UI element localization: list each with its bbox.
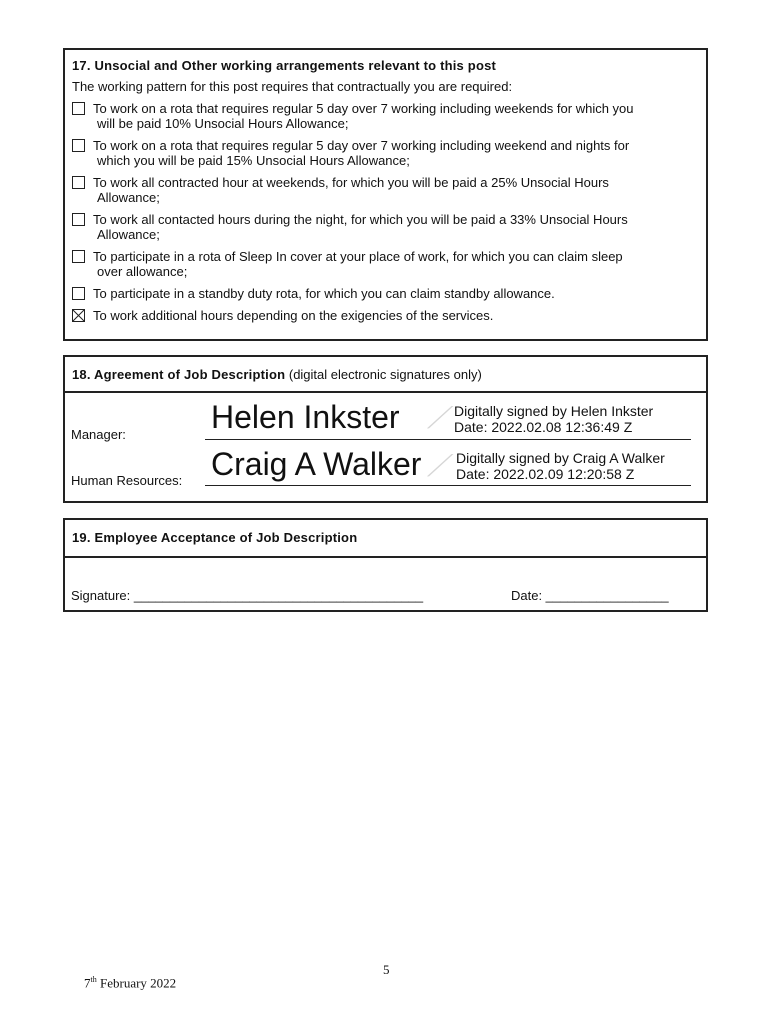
- option-item: [72, 138, 699, 168]
- hr-signature-line: [205, 485, 691, 486]
- option-text: which you will be paid 15% Unsocial Hours Allowance;: [97, 153, 410, 168]
- manager-signature: Helen Inkster: [211, 399, 400, 435]
- manager-label: Manager:: [71, 427, 126, 442]
- section-17-heading: 17. Unsocial and Other working arrangements relevant to this post: [72, 58, 497, 73]
- option-text: To participate in a rota of Sleep In cover at your place of work, for which you can claim sleep: [93, 249, 623, 264]
- section-19-heading-box: [63, 518, 708, 558]
- signature-watermark-icon: ⟋: [427, 401, 448, 436]
- option-text: will be paid 10% Unsocial Hours Allowance;: [97, 116, 349, 131]
- employee-signature-field[interactable]: Signature: ________________________________________: [71, 588, 424, 603]
- cross-mark-icon: [73, 310, 84, 321]
- hr-digital-date: Date: 2022.02.09 12:20:58 Z: [456, 466, 635, 482]
- section-17-box: [63, 48, 708, 341]
- page-number: 5: [383, 962, 390, 977]
- option-text: over allowance;: [97, 264, 188, 279]
- section-19-signature-box: [63, 556, 708, 612]
- option-item: [72, 286, 699, 301]
- option-item: [72, 308, 699, 323]
- section-18-heading-box: [63, 355, 708, 393]
- signature-watermark-icon: ⟋: [427, 449, 448, 484]
- section-19-heading: 19. Employee Acceptance of Job Description: [72, 530, 358, 545]
- manager-signature-line: [205, 439, 691, 440]
- checkbox-unchecked[interactable]: [72, 176, 85, 189]
- checkbox-unchecked[interactable]: [72, 287, 85, 300]
- section-18-heading: 18. Agreement of Job Description: [72, 367, 286, 382]
- option-item: [72, 212, 699, 242]
- checkbox-checked[interactable]: [72, 309, 85, 322]
- hr-digital-text: Digitally signed by Craig A Walker: [456, 450, 665, 466]
- option-item: [72, 101, 699, 131]
- option-text: To work additional hours depending on the exigencies of the services.: [93, 308, 494, 323]
- footer-day-suffix: th: [90, 975, 97, 984]
- footer-day: 7: [84, 975, 91, 991]
- section-18-signatures-box: [63, 391, 708, 503]
- hr-signature: Craig A Walker: [211, 446, 422, 482]
- option-text: To work all contracted hour at weekends, for which you will be paid a 25% Unsocial Hours: [93, 175, 609, 190]
- option-text: To participate in a standby duty rota, for which you can claim standby allowance.: [93, 286, 555, 301]
- option-text: Allowance;: [97, 227, 160, 242]
- hr-label: Human Resources:: [71, 473, 183, 488]
- footer-month-year: February 2022: [96, 975, 177, 991]
- section-18-heading-note: (digital electronic signatures only): [285, 367, 482, 382]
- checkbox-unchecked[interactable]: [72, 102, 85, 115]
- checkbox-unchecked[interactable]: [72, 250, 85, 263]
- manager-digital-signature: [454, 403, 653, 435]
- manager-digital-text: Digitally signed by Helen Inkster: [454, 403, 654, 419]
- checkbox-unchecked[interactable]: [72, 213, 85, 226]
- section-17-intro: The working pattern for this post requires that contractually you are required:: [72, 79, 513, 94]
- employee-date-field[interactable]: Date: _________________: [511, 588, 669, 603]
- option-item: [72, 175, 699, 205]
- footer-date: [84, 975, 176, 991]
- option-text: Allowance;: [97, 190, 160, 205]
- option-text: To work on a rota that requires regular 5 day over 7 working including weekend and nights for: [93, 138, 630, 153]
- manager-digital-date: Date: 2022.02.08 12:36:49 Z: [454, 419, 633, 435]
- option-text: To work on a rota that requires regular 5 day over 7 working including weekends for which you: [93, 101, 634, 116]
- hr-digital-signature: [456, 450, 665, 482]
- checkbox-unchecked[interactable]: [72, 139, 85, 152]
- option-item: [72, 249, 699, 279]
- option-text: To work all contacted hours during the night, for which you will be paid a 33% Unsocial Hours: [93, 212, 628, 227]
